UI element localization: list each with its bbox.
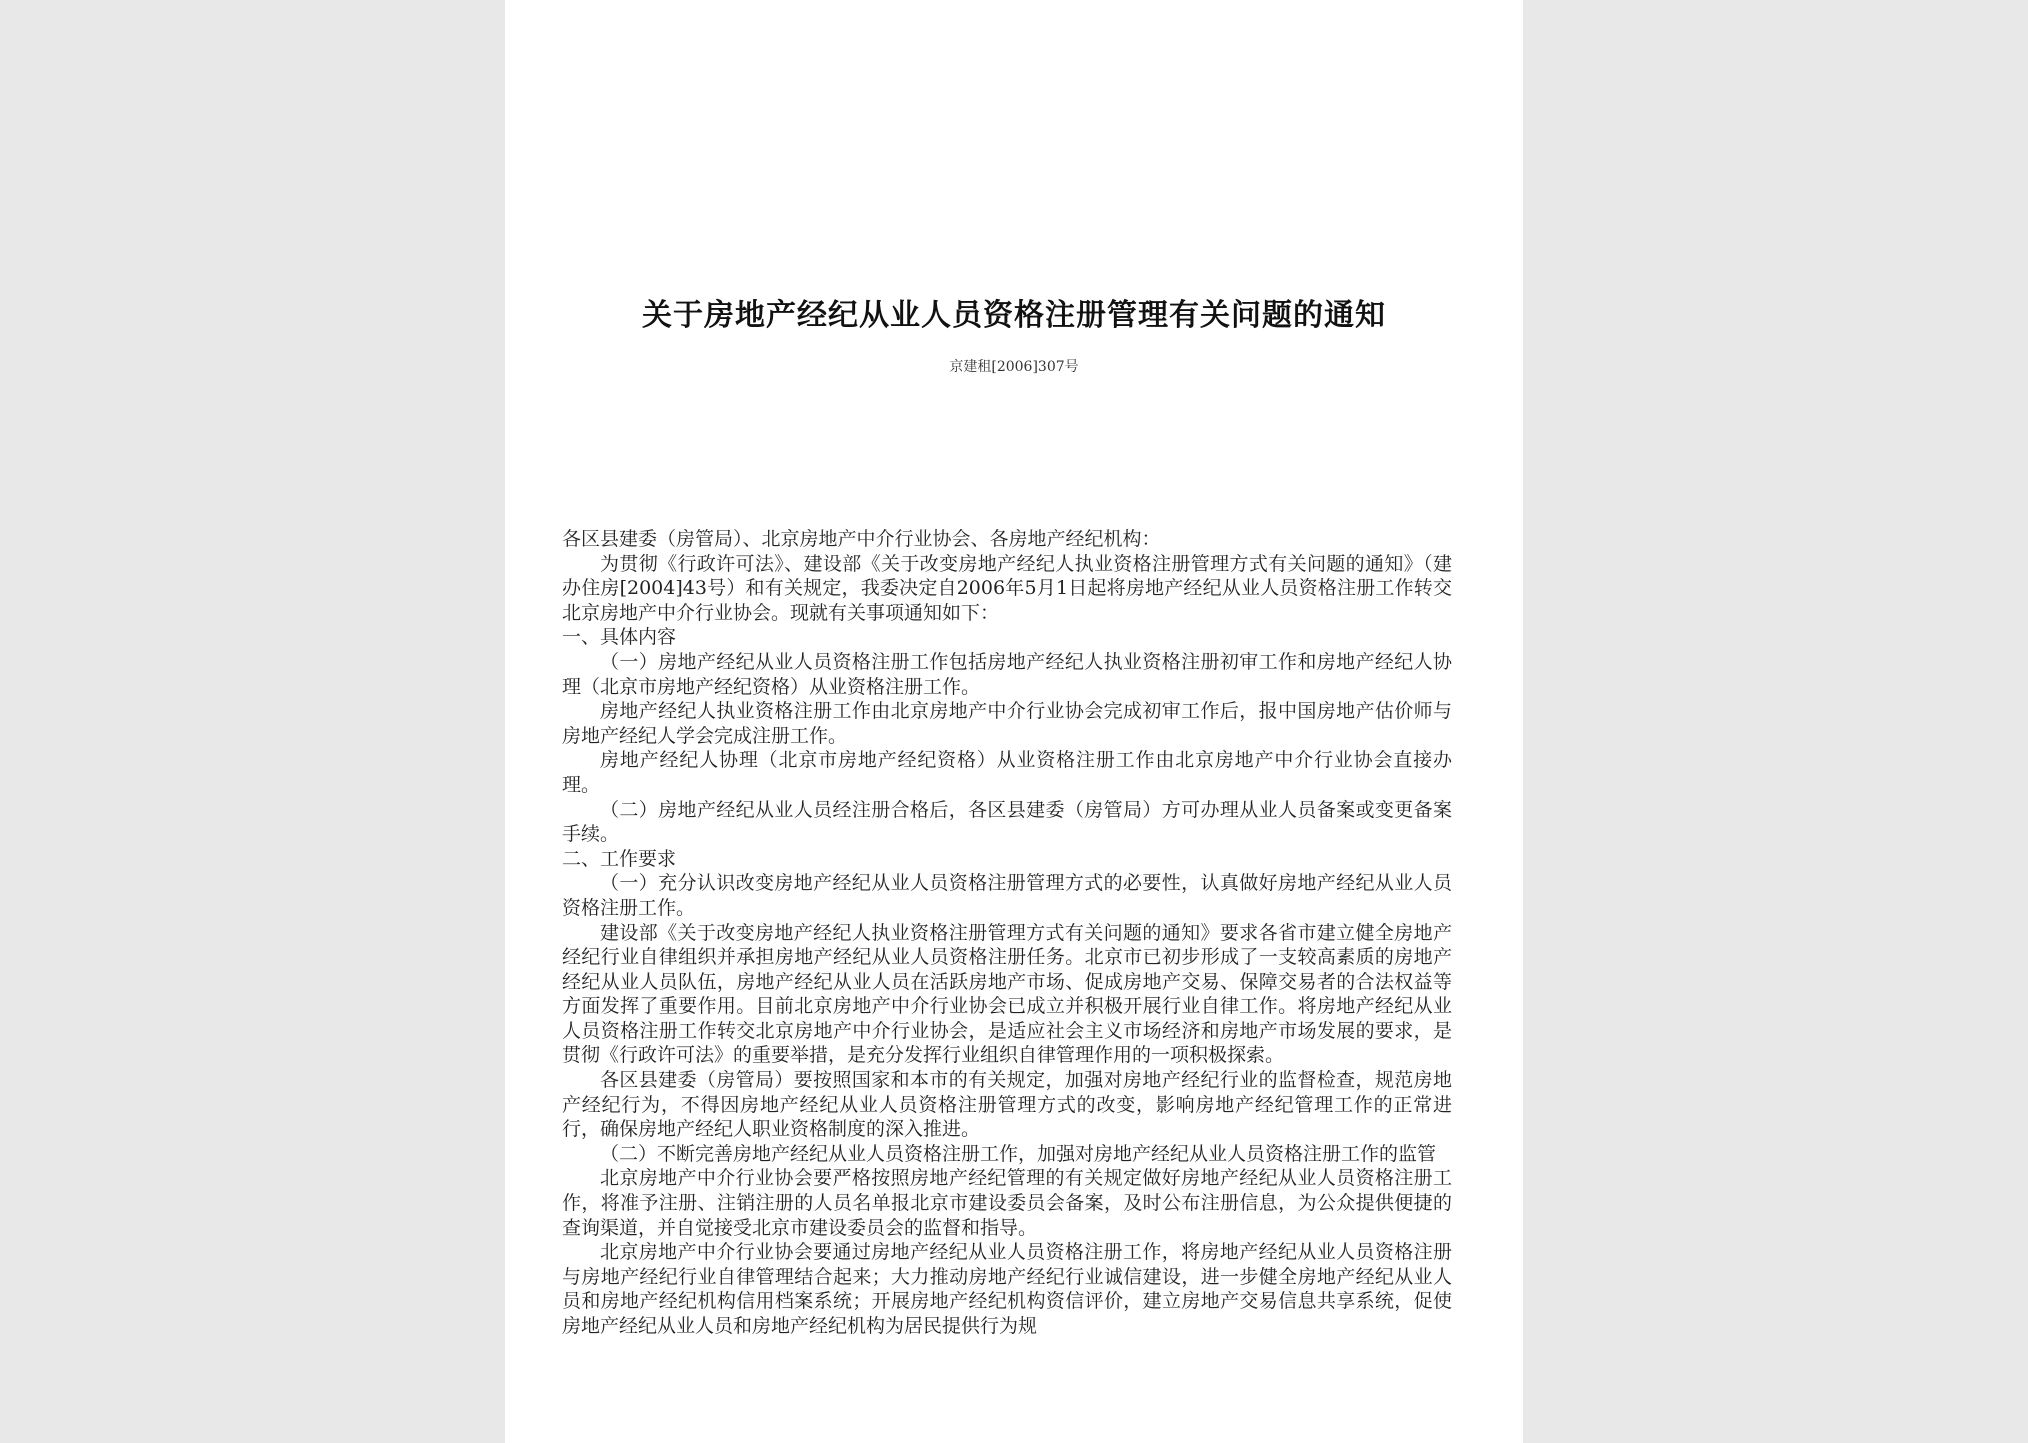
body-paragraph: 北京房地产中介行业协会要严格按照房地产经纪管理的有关规定做好房地产经纪从业人员资格注册工作，将准予注册、注销注册的人员名单报北京市建设委员会备案，及时公布注册信息，为公众提供便捷的查询渠道，并自觉接受北京市建设委员会的监督和指导。	[562, 1167, 1452, 1239]
document-number: 京建租[2006]307号	[949, 359, 1079, 375]
body-paragraph: 北京房地产中介行业协会要通过房地产经纪从业人员资格注册工作，将房地产经纪从业人员资格注册与房地产经纪行业自律管理结合起来；大力推动房地产经纪行业诚信建设，进一步健全房地产经纪从业人员和房地产经纪机构信用档案系统；开展房地产经纪机构资信评价，建立房地产交易信息共享系统，促使房地产经纪从业人员和房地产经纪机构为居民提供行为规	[562, 1241, 1452, 1337]
body-paragraph: 房地产经纪人协理（北京市房地产经纪资格）从业资格注册工作由北京房地产中介行业协会直接办理。	[562, 749, 1452, 796]
body-paragraph: （二）房地产经纪从业人员经注册合格后，各区县建委（房管局）方可办理从业人员备案或变更备案手续。	[562, 798, 1452, 846]
body-paragraph: 各区县建委（房管局）、北京房地产中介行业协会、各房地产经纪机构：	[562, 528, 1161, 550]
document-page	[505, 0, 1523, 1443]
body-paragraph: 为贯彻《行政许可法》、建设部《关于改变房地产经纪人执业资格注册管理方式有关问题的通知》（建办住房[2004]43号）和有关规定，我委决定自2006年5月1日起将房地产经纪从业人员资格注册工作转交北京房地产中介行业协会。现就有关事项通知如下：	[562, 552, 1452, 624]
body-paragraph: 一、具体内容	[562, 626, 677, 649]
document-title: 关于房地产经纪从业人员资格注册管理有关问题的通知	[642, 298, 1386, 333]
body-paragraph: 二、工作要求	[562, 847, 677, 870]
document-body	[562, 527, 1452, 1339]
body-paragraph: （一）房地产经纪从业人员资格注册工作包括房地产经纪人执业资格注册初审工作和房地产经纪人协理（北京市房地产经纪资格）从业资格注册工作。	[562, 650, 1452, 698]
body-paragraph: （一）充分认识改变房地产经纪从业人员资格注册管理方式的必要性，认真做好房地产经纪从业人员资格注册工作。	[562, 872, 1452, 919]
body-paragraph: 房地产经纪人执业资格注册工作由北京房地产中介行业协会完成初审工作后，报中国房地产估价师与房地产经纪人学会完成注册工作。	[562, 700, 1452, 747]
body-paragraph: 各区县建委（房管局）要按照国家和本市的有关规定，加强对房地产经纪行业的监督检查，规范房地产经纪行为，不得因房地产经纪从业人员资格注册管理方式的改变，影响房地产经纪管理工作的正常进行，确保房地产经纪人职业资格制度的深入推进。	[562, 1069, 1452, 1141]
body-paragraph: （二）不断完善房地产经纪从业人员资格注册工作，加强对房地产经纪从业人员资格注册工作的监管	[600, 1142, 1437, 1165]
body-paragraph: 建设部《关于改变房地产经纪人执业资格注册管理方式有关问题的通知》要求各省市建立健全房地产经纪行业自律组织并承担房地产经纪从业人员资格注册任务。北京市已初步形成了一支较高素质的房地产经纪从业人员队伍，房地产经纪从业人员在活跃房地产市场、促成房地产交易、保障交易者的合法权益等方面发挥了重要作用。目前北京房地产中介行业协会已成立并积极开展行业自律工作。将房地产经纪从业人员资格注册工作转交北京房地产中介行业协会，是适应社会主义市场经济和房地产市场发展的要求，是贯彻《行政许可法》的重要举措，是充分发挥行业组织自律管理作用的一项积极探索。	[562, 921, 1452, 1067]
